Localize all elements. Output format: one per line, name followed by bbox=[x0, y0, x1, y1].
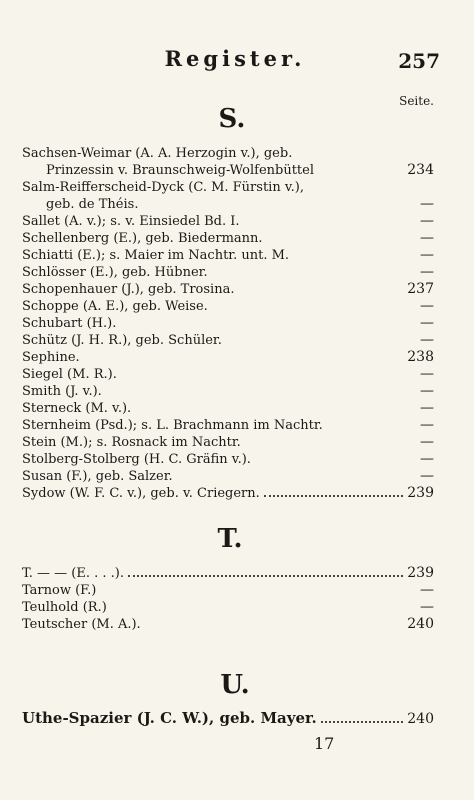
index-entry-page: — bbox=[420, 582, 434, 598]
index-entry bbox=[22, 332, 434, 349]
index-entry-name: Schopenhauer (J.), geb. Trosina. bbox=[22, 282, 235, 297]
index-entry-name: Smith (J. v.). bbox=[22, 384, 102, 399]
index-entry bbox=[22, 247, 434, 264]
index-entry-name: Sydow (W. F. C. v.), geb. v. Criegern. bbox=[22, 486, 260, 501]
index-entry bbox=[22, 434, 434, 451]
index-entry-name: Teutscher (M. A.). bbox=[22, 617, 141, 632]
index-entry bbox=[22, 366, 434, 383]
index-entry-page: — bbox=[420, 434, 434, 450]
index-entry-page: 238 bbox=[407, 349, 434, 365]
index-entry-page: 234 bbox=[407, 162, 434, 178]
index-entry bbox=[22, 582, 434, 599]
section-heading-t: T. bbox=[217, 524, 243, 554]
index-entry bbox=[22, 315, 434, 332]
index-entry-name: Sachsen-Weimar (A. A. Herzogin v.), geb. bbox=[22, 146, 293, 161]
index-entry-page: — bbox=[420, 298, 434, 314]
index-entry-name: Schellenberg (E.), geb. Biedermann. bbox=[22, 231, 263, 246]
index-entry-name: Teulhold (R.) bbox=[22, 600, 107, 615]
index-entry-page: — bbox=[420, 383, 434, 399]
section-entries-s bbox=[22, 145, 434, 502]
index-entry bbox=[22, 281, 434, 298]
seite-column-label: Seite. bbox=[399, 94, 434, 108]
index-entry bbox=[22, 599, 434, 616]
section-heading-s: S. bbox=[218, 104, 246, 134]
index-entry bbox=[22, 485, 434, 502]
index-entry-name: Schiatti (E.); s. Maier im Nachtr. unt. M. bbox=[22, 248, 290, 263]
index-entry-page: — bbox=[420, 332, 434, 348]
index-entry-name: Sternheim (Psd.); s. L. Brachmann im Nachtr. bbox=[22, 418, 323, 433]
index-entry-page: — bbox=[420, 213, 434, 229]
section-heading-u: U. bbox=[220, 670, 250, 700]
index-entry bbox=[22, 451, 434, 468]
index-entry-name: T. — — (E. . . .). bbox=[22, 566, 124, 581]
index-entry bbox=[22, 468, 434, 485]
leader bbox=[264, 495, 403, 497]
index-entry-name: Schoppe (A. E.), geb. Weise. bbox=[22, 299, 208, 314]
index-entry-page: — bbox=[420, 315, 434, 331]
index-entry-name: Uthe-Spazier (J. C. W.), geb. Mayer. bbox=[22, 710, 317, 727]
index-entry-page: 237 bbox=[407, 281, 434, 297]
index-entry-name: Schubart (H.). bbox=[22, 316, 117, 331]
index-entry bbox=[22, 264, 434, 281]
index-entry-name: Prinzessin v. Braunschweig-Wolfenbüttel bbox=[46, 163, 315, 178]
index-entry-page: — bbox=[420, 599, 434, 615]
index-entry bbox=[22, 383, 434, 400]
index-entry-name: geb. de Théis. bbox=[46, 197, 139, 212]
index-entry-name: Sephine. bbox=[22, 350, 80, 365]
running-header-title: Register. bbox=[164, 46, 306, 71]
index-entry-name: Susan (F.), geb. Salzer. bbox=[22, 469, 173, 484]
index-entry bbox=[22, 400, 434, 417]
section-entries-u bbox=[22, 710, 434, 728]
leader bbox=[128, 575, 403, 577]
index-entry bbox=[22, 179, 434, 196]
page-number: 257 bbox=[398, 49, 440, 73]
section-entries-t bbox=[22, 565, 434, 633]
index-entry-page: — bbox=[420, 417, 434, 433]
index-entry-page: — bbox=[420, 230, 434, 246]
index-entry-name: Salm-Reifferscheid-Dyck (C. M. Fürstin v.), bbox=[22, 180, 304, 195]
index-entry bbox=[22, 710, 434, 728]
index-entry-page: — bbox=[420, 247, 434, 263]
index-entry-page: 240 bbox=[407, 711, 434, 727]
index-entry bbox=[22, 417, 434, 434]
signature-mark: 17 bbox=[314, 734, 335, 753]
index-entry-page: — bbox=[420, 196, 434, 212]
index-entry-page: — bbox=[420, 451, 434, 467]
index-entry bbox=[22, 196, 434, 213]
index-entry bbox=[22, 145, 434, 162]
index-entry-name: Tarnow (F.) bbox=[22, 583, 97, 598]
index-entry-name: Stolberg-Stolberg (H. C. Gräfin v.). bbox=[22, 452, 251, 467]
index-entry-name: Stein (M.); s. Rosnack im Nachtr. bbox=[22, 435, 241, 450]
index-entry-page: 239 bbox=[407, 485, 434, 501]
index-entry-name: Sallet (A. v.); s. v. Einsiedel Bd. I. bbox=[22, 214, 240, 229]
leader bbox=[321, 721, 403, 723]
index-entry-page: — bbox=[420, 264, 434, 280]
index-entry bbox=[22, 565, 434, 582]
index-entry-page: 240 bbox=[407, 616, 434, 632]
index-entry-name: Siegel (M. R.). bbox=[22, 367, 117, 382]
index-entry bbox=[22, 298, 434, 315]
index-entry-page: — bbox=[420, 468, 434, 484]
index-entry-name: Schütz (J. H. R.), geb. Schüler. bbox=[22, 333, 222, 348]
index-entry-name: Sterneck (M. v.). bbox=[22, 401, 132, 416]
index-entry bbox=[22, 213, 434, 230]
index-entry bbox=[22, 349, 434, 366]
index-entry-page: — bbox=[420, 366, 434, 382]
index-entry-page: 239 bbox=[407, 565, 434, 581]
index-entry bbox=[22, 162, 434, 179]
index-entry bbox=[22, 230, 434, 247]
index-entry bbox=[22, 616, 434, 633]
index-entry-page: — bbox=[420, 400, 434, 416]
index-entry-name: Schlösser (E.), geb. Hübner. bbox=[22, 265, 208, 280]
